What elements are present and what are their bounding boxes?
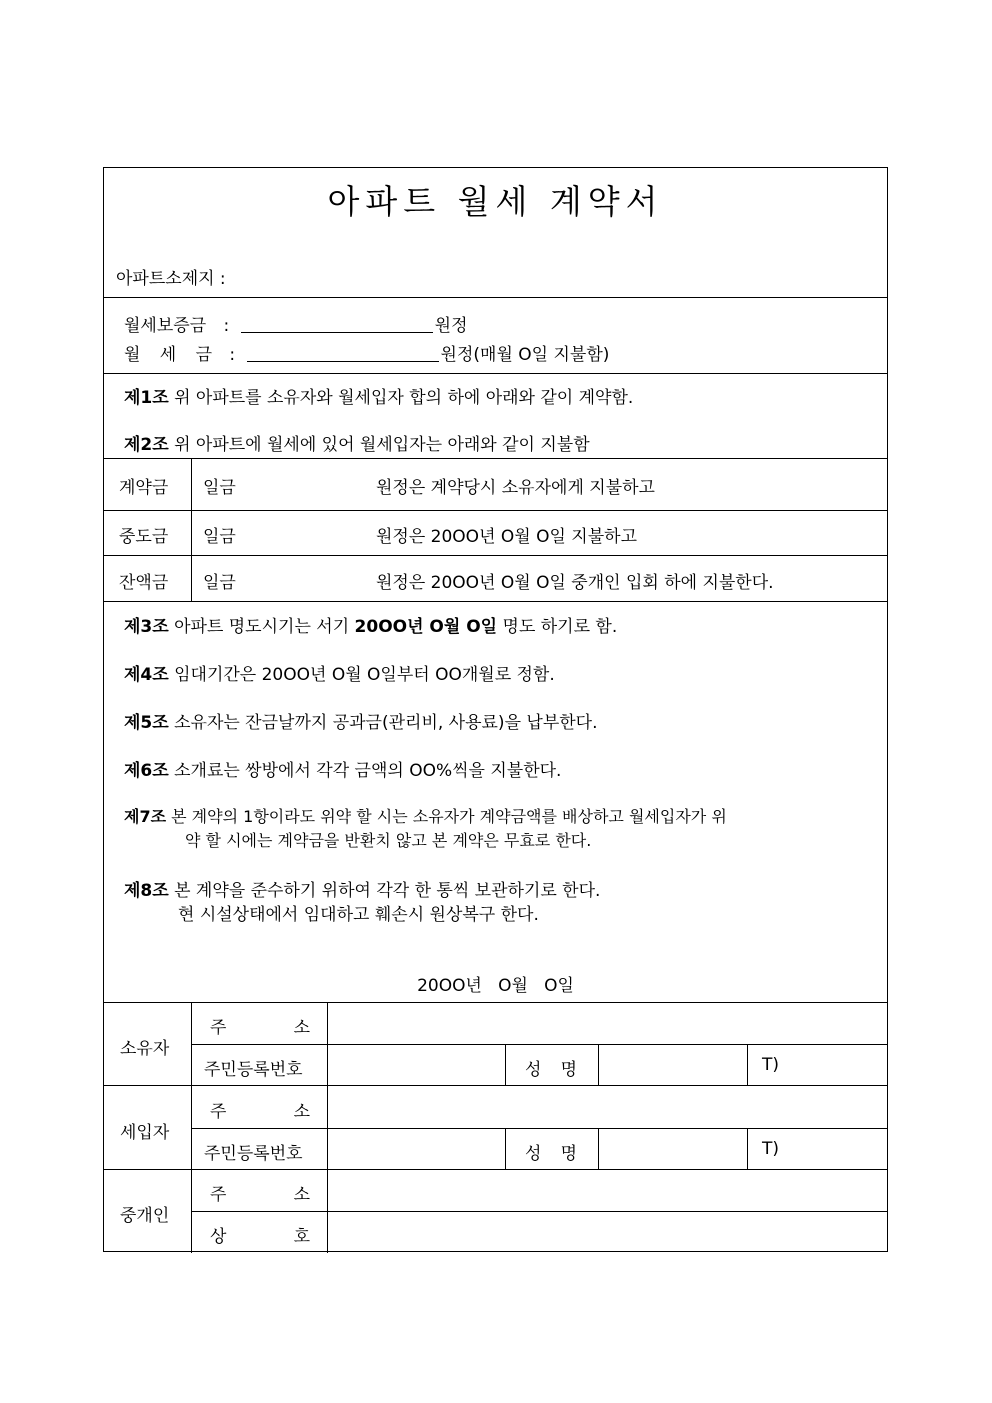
payment-prefix: 일금 [203, 527, 236, 547]
payment-label-interim: 중도금 [119, 527, 169, 547]
article-1: 제1조 위 아파트를 소유자와 월세입자 합의 하에 아래와 같이 계약함. [124, 388, 634, 408]
divider [104, 297, 887, 298]
divider [747, 1044, 748, 1085]
tenant-phone-field[interactable] [780, 1129, 888, 1169]
divider [505, 1044, 506, 1085]
article-8-cont: 현 시설상태에서 임대하고 훼손시 원상복구 한다. [178, 905, 539, 925]
deposit-line [124, 311, 468, 336]
divider [104, 373, 887, 374]
tenant-id-field[interactable] [328, 1129, 505, 1169]
contract-date: 20OO년 O월 O일 [417, 976, 574, 996]
tenant-phone-label: T) [762, 1139, 780, 1159]
owner-label: 소유자 [120, 1039, 170, 1059]
divider [104, 555, 887, 556]
owner-address-label: 주 소 [210, 1018, 310, 1038]
article-3: 제3조 아파트 명도시기는 서기 20OO년 O월 O일 명도 하기로 함. [124, 617, 618, 637]
broker-label: 중개인 [120, 1206, 170, 1226]
broker-firm-label: 상 호 [210, 1227, 310, 1247]
payment-prefix: 일금 [203, 478, 236, 498]
address-label: 아파트소제지 : [116, 269, 226, 289]
page-title: 아파트 월세 계약서 [327, 182, 664, 221]
tenant-address-label: 주 소 [210, 1102, 310, 1122]
article-6: 제6조 소개료는 쌍방에서 각각 금액의 OO%씩을 지불한다. [124, 761, 562, 781]
payment-text: 원정은 20OO년 O월 O일 지불하고 [376, 527, 637, 547]
tenant-id-label: 주민등록번호 [204, 1144, 303, 1164]
owner-phone-label: T) [762, 1055, 780, 1075]
deposit-amount-field[interactable] [241, 314, 433, 333]
article-7-cont: 약 할 시에는 계약금을 반환치 않고 본 계약은 무효로 한다. [185, 831, 592, 850]
owner-id-field[interactable] [328, 1045, 505, 1085]
payment-text: 원정은 20OO년 O월 O일 중개인 입회 하에 지불한다. [376, 573, 774, 593]
divider [505, 1128, 506, 1169]
payment-label-balance: 잔액금 [119, 573, 169, 593]
payment-prefix: 일금 [203, 573, 236, 593]
monthly-colon: : [229, 345, 236, 365]
divider [104, 458, 887, 459]
deposit-colon: : [223, 316, 230, 336]
divider [191, 458, 192, 601]
monthly-suffix: 원정(매월 O일 지불함) [440, 345, 610, 365]
broker-address-label: 주 소 [210, 1185, 310, 1205]
payment-text: 원정은 계약당시 소유자에게 지불하고 [376, 478, 655, 498]
tenant-label: 세입자 [120, 1123, 170, 1143]
contract-frame [103, 167, 888, 1252]
divider [104, 601, 887, 602]
tenant-address-field[interactable] [328, 1086, 888, 1128]
owner-name-label: 성 명 [525, 1060, 577, 1080]
article-8: 제8조 본 계약을 준수하기 위하여 각각 한 통씩 보관하기로 한다. [124, 881, 601, 901]
broker-address-field[interactable] [328, 1170, 888, 1211]
owner-address-field[interactable] [328, 1003, 888, 1044]
owner-id-label: 주민등록번호 [204, 1060, 303, 1080]
owner-phone-field[interactable] [780, 1045, 888, 1085]
deposit-suffix: 원정 [434, 316, 468, 336]
article-7: 제7조 본 계약의 1항이라도 위약 할 시는 소유자가 계약금액를 배상하고 월세입자가 위 [124, 807, 727, 826]
monthly-line [124, 340, 609, 365]
article-5: 제5조 소유자는 잔금날까지 공과금(관리비, 사용료)을 납부한다. [124, 713, 598, 733]
tenant-name-field[interactable] [599, 1129, 747, 1169]
divider [104, 510, 887, 511]
divider [191, 1002, 192, 1253]
broker-firm-field[interactable] [328, 1212, 888, 1252]
article-2: 제2조 위 아파트에 월세에 있어 월세입자는 아래와 같이 지불함 [124, 435, 590, 455]
monthly-amount-field[interactable] [247, 343, 439, 362]
owner-name-field[interactable] [599, 1045, 747, 1085]
payment-label-deposit: 계약금 [119, 478, 169, 498]
deposit-label: 월세보증금 [124, 316, 207, 336]
tenant-name-label: 성 명 [525, 1144, 577, 1164]
article-4: 제4조 임대기간은 20OO년 O월 O일부터 OO개월로 정함. [124, 665, 555, 685]
divider [747, 1128, 748, 1169]
monthly-label: 월 세 금 [124, 345, 212, 365]
